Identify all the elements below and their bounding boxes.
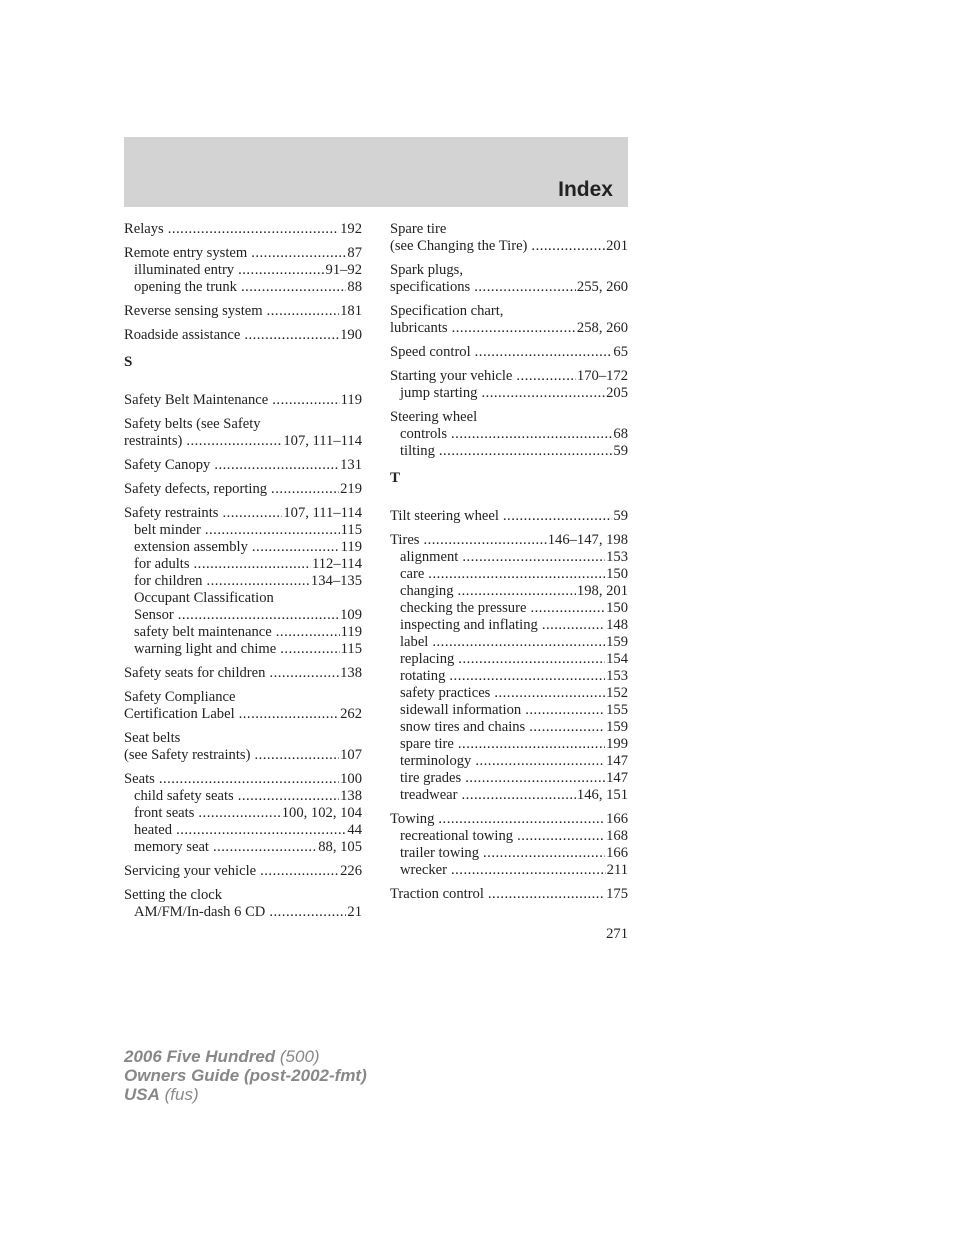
index-entry-line xyxy=(390,368,628,385)
dot-leader xyxy=(517,828,605,845)
dot-leader xyxy=(176,822,346,839)
dot-leader xyxy=(488,886,605,903)
entry-page-ref: 112–114 xyxy=(312,556,362,572)
entry-term: restraints) xyxy=(124,433,183,449)
entry-page-ref: 68 xyxy=(613,426,628,442)
entry-page-ref: 181 xyxy=(340,303,362,319)
dot-leader xyxy=(531,238,605,255)
index-subentry xyxy=(390,600,628,617)
dot-leader xyxy=(516,368,576,385)
index-subentry xyxy=(390,862,628,879)
entry-page-ref: 262 xyxy=(340,706,362,722)
dot-leader xyxy=(529,719,605,736)
entry-page-ref: 154 xyxy=(606,651,628,667)
index-entry-line xyxy=(124,481,362,498)
entry-term: Tilt steering wheel xyxy=(390,508,499,524)
index-subentry xyxy=(124,573,362,590)
index-entry-line xyxy=(124,747,362,764)
index-entry-line xyxy=(124,706,362,723)
footer-market: USA xyxy=(124,1085,160,1104)
entry-term: Spare tire xyxy=(390,221,447,237)
footer-market-code: (fus) xyxy=(159,1085,199,1104)
dot-leader xyxy=(222,505,282,522)
index-subentry xyxy=(390,787,628,804)
index-subentry xyxy=(124,805,362,822)
index-subentry xyxy=(124,279,362,296)
entry-term: Tires xyxy=(390,532,420,548)
footer-model: 2006 Five Hundred xyxy=(124,1047,276,1066)
index-entry-line xyxy=(124,887,362,904)
dot-leader xyxy=(483,845,605,862)
document-footer xyxy=(124,1047,367,1104)
entry-term: tilting xyxy=(400,443,435,459)
dot-leader xyxy=(241,279,346,296)
index-subentry xyxy=(390,753,628,770)
dot-leader xyxy=(458,583,576,600)
entry-term: child safety seats xyxy=(134,788,234,804)
dot-leader xyxy=(239,706,339,723)
entry-term: sidewall information xyxy=(400,702,522,718)
entry-page-ref: 226 xyxy=(340,863,362,879)
index-entry-line xyxy=(124,771,362,788)
index-subentry xyxy=(390,566,628,583)
entry-term: tire grades xyxy=(400,770,462,786)
index-entry-line xyxy=(390,532,628,549)
dot-leader xyxy=(474,279,576,296)
entry-page-ref: 150 xyxy=(606,566,628,582)
index-entry xyxy=(124,245,362,296)
dot-leader xyxy=(525,702,605,719)
entry-term: spare tire xyxy=(400,736,454,752)
entry-page-ref: 201 xyxy=(606,238,628,254)
entry-page-ref: 100 xyxy=(340,771,362,787)
index-entry xyxy=(390,811,628,879)
dot-leader xyxy=(494,685,605,702)
index-entry-line xyxy=(390,811,628,828)
entry-term: Towing xyxy=(390,811,435,827)
index-subentry xyxy=(124,641,362,658)
entry-term: Traction control xyxy=(390,886,484,902)
entry-term: Relays xyxy=(124,221,164,237)
entry-term: wrecker xyxy=(400,862,447,878)
entry-page-ref: 255, 260 xyxy=(576,279,628,295)
dot-leader xyxy=(252,539,340,556)
index-entry-line xyxy=(390,303,628,320)
entry-term: jump starting xyxy=(400,385,478,401)
index-subentry xyxy=(390,702,628,719)
entry-term: belt minder xyxy=(134,522,201,538)
index-entry xyxy=(390,221,628,255)
index-entry xyxy=(124,392,362,409)
index-entry xyxy=(124,505,362,658)
entry-page-ref: 100, 102, 104 xyxy=(281,805,362,821)
dot-leader xyxy=(194,556,311,573)
index-entry-line xyxy=(124,863,362,880)
dot-leader xyxy=(428,566,605,583)
entry-page-ref: 155 xyxy=(606,702,628,718)
entry-term: Setting the clock xyxy=(124,887,223,903)
index-subentry xyxy=(390,583,628,600)
entry-page-ref: 119 xyxy=(340,539,362,555)
index-entry xyxy=(124,327,362,344)
dot-leader xyxy=(542,617,605,634)
index-entry-line xyxy=(124,689,362,706)
dot-leader xyxy=(168,221,339,238)
entry-term: inspecting and inflating xyxy=(400,617,538,633)
index-entry-line xyxy=(124,245,362,262)
dot-leader xyxy=(267,303,339,320)
entry-page-ref: 211 xyxy=(606,862,628,878)
index-subentry xyxy=(390,770,628,787)
entry-page-ref: 115 xyxy=(340,641,362,657)
entry-term: Reverse sensing system xyxy=(124,303,263,319)
dot-leader xyxy=(269,904,346,921)
entry-page-ref: 107, 111–114 xyxy=(283,433,362,449)
entry-page-ref: 138 xyxy=(340,788,362,804)
index-entry xyxy=(124,457,362,474)
entry-page-ref: 107, 111–114 xyxy=(283,505,362,521)
entry-page-ref: 146, 151 xyxy=(576,787,628,803)
entry-page-ref: 153 xyxy=(606,668,628,684)
entry-page-ref: 65 xyxy=(613,344,628,360)
entry-page-ref: 175 xyxy=(606,886,628,902)
dot-leader xyxy=(178,607,339,624)
entry-term: Roadside assistance xyxy=(124,327,241,343)
dot-leader xyxy=(438,811,605,828)
index-entry xyxy=(390,886,628,903)
entry-term: rotating xyxy=(400,668,446,684)
entry-term: opening the trunk xyxy=(134,279,237,295)
entry-page-ref: 147 xyxy=(606,770,628,786)
entry-term: for adults xyxy=(134,556,190,572)
entry-page-ref: 107 xyxy=(340,747,362,763)
index-subentry xyxy=(390,685,628,702)
entry-term: Safety seats for children xyxy=(124,665,266,681)
entry-term: changing xyxy=(400,583,454,599)
entry-term: Remote entry system xyxy=(124,245,248,261)
index-entry-line xyxy=(390,344,628,361)
index-entry xyxy=(124,303,362,320)
entry-term: Seats xyxy=(124,771,155,787)
entry-term: Safety belts (see Safety xyxy=(124,416,261,432)
entry-term: warning light and chime xyxy=(134,641,277,657)
index-entry-line xyxy=(124,392,362,409)
index-subentry xyxy=(390,426,628,443)
dot-leader xyxy=(462,787,576,804)
index-entry-line xyxy=(390,279,628,296)
index-entry xyxy=(390,262,628,296)
index-entry xyxy=(390,368,628,402)
entry-term: terminology xyxy=(400,753,472,769)
index-entry-line xyxy=(390,886,628,903)
index-subentry xyxy=(390,736,628,753)
footer-line-1 xyxy=(124,1047,367,1066)
index-entry xyxy=(390,344,628,361)
dot-leader xyxy=(475,344,613,361)
entry-term: Seat belts xyxy=(124,730,181,746)
entry-page-ref: 134–135 xyxy=(310,573,362,589)
entry-term: specifications xyxy=(390,279,471,295)
entry-page-ref: 168 xyxy=(606,828,628,844)
dot-leader xyxy=(452,320,576,337)
entry-page-ref: 150 xyxy=(606,600,628,616)
dot-leader xyxy=(269,665,339,682)
dot-leader xyxy=(451,426,612,443)
index-column-left xyxy=(124,221,362,928)
entry-page-ref: 170–172 xyxy=(576,368,628,384)
entry-term: (see Changing the Tire) xyxy=(390,238,528,254)
entry-term: Safety Belt Maintenance xyxy=(124,392,269,408)
index-entry-line xyxy=(390,508,628,525)
entry-page-ref: 198, 201 xyxy=(576,583,628,599)
entry-page-ref: 219 xyxy=(340,481,362,497)
index-subentry xyxy=(390,719,628,736)
index-entry xyxy=(124,887,362,921)
dot-leader xyxy=(449,668,605,685)
index-subentry xyxy=(390,651,628,668)
dot-leader xyxy=(475,753,605,770)
entry-term: illuminated entry xyxy=(134,262,235,278)
dot-leader xyxy=(251,245,346,262)
dot-leader xyxy=(462,549,605,566)
entry-term: controls xyxy=(400,426,448,442)
entry-term: Starting your vehicle xyxy=(390,368,513,384)
index-entry-line xyxy=(390,409,628,426)
index-subentry xyxy=(390,668,628,685)
index-subentry xyxy=(124,904,362,921)
index-subentry xyxy=(124,556,362,573)
entry-page-ref: 115 xyxy=(340,522,362,538)
index-subentry xyxy=(124,822,362,839)
entry-page-ref: 91–92 xyxy=(325,262,362,278)
index-entry xyxy=(124,481,362,498)
index-subentry xyxy=(124,839,362,856)
entry-term: safety belt maintenance xyxy=(134,624,272,640)
entry-page-ref: 166 xyxy=(606,845,628,861)
index-entry-line xyxy=(124,303,362,320)
entry-term: front seats xyxy=(134,805,195,821)
dot-leader xyxy=(244,327,339,344)
entry-page-ref: 205 xyxy=(606,385,628,401)
index-entry-line xyxy=(124,457,362,474)
index-subentry xyxy=(124,624,362,641)
page-number: 271 xyxy=(606,926,628,942)
entry-page-ref: 131 xyxy=(340,457,362,473)
section-letter: S xyxy=(124,354,133,370)
entry-page-ref: 153 xyxy=(606,549,628,565)
index-entry xyxy=(124,863,362,880)
dot-leader xyxy=(238,262,324,279)
index-subentry xyxy=(124,522,362,539)
entry-term: memory seat xyxy=(134,839,209,855)
entry-term: Safety restraints xyxy=(124,505,219,521)
index-entry xyxy=(124,665,362,682)
dot-leader xyxy=(276,624,340,641)
entry-page-ref: 258, 260 xyxy=(576,320,628,336)
entry-page-ref: 159 xyxy=(606,719,628,735)
entry-page-ref: 109 xyxy=(340,607,362,623)
entry-page-ref: 146–147, 198 xyxy=(547,532,628,548)
index-entry-line xyxy=(390,320,628,337)
dot-leader xyxy=(451,862,606,879)
entry-term: Specification chart, xyxy=(390,303,504,319)
index-entry xyxy=(390,303,628,337)
entry-term: trailer towing xyxy=(400,845,480,861)
index-subentry xyxy=(124,607,362,624)
entry-term: care xyxy=(400,566,425,582)
entry-page-ref: 192 xyxy=(340,221,362,237)
dot-leader xyxy=(260,863,339,880)
dot-leader xyxy=(198,805,280,822)
entry-page-ref: 119 xyxy=(340,624,362,640)
index-column-right xyxy=(390,221,628,910)
dot-leader xyxy=(458,736,605,753)
entry-term: (see Safety restraints) xyxy=(124,747,251,763)
entry-term: checking the pressure xyxy=(400,600,527,616)
index-subentry xyxy=(124,590,362,607)
entry-term: Sensor xyxy=(134,607,174,623)
footer-guide: Owners Guide (post-2002-fmt) xyxy=(124,1066,367,1085)
entry-page-ref: 152 xyxy=(606,685,628,701)
entry-page-ref: 88, 105 xyxy=(318,839,362,855)
footer-model-code: (500) xyxy=(275,1047,320,1066)
entry-term: for children xyxy=(134,573,203,589)
index-subentry xyxy=(390,385,628,402)
entry-page-ref: 199 xyxy=(606,736,628,752)
entry-term: lubricants xyxy=(390,320,448,336)
index-entry-line xyxy=(124,730,362,747)
entry-term: Certification Label xyxy=(124,706,235,722)
index-entry-line xyxy=(124,416,362,433)
dot-leader xyxy=(432,634,605,651)
entry-page-ref: 44 xyxy=(347,822,362,838)
index-entry-line xyxy=(124,505,362,522)
index-subentry xyxy=(390,617,628,634)
index-entry xyxy=(124,416,362,450)
dot-leader xyxy=(272,392,339,409)
entry-term: label xyxy=(400,634,429,650)
entry-term: safety practices xyxy=(400,685,491,701)
entry-term: alignment xyxy=(400,549,459,565)
dot-leader xyxy=(458,651,605,668)
entry-term: Spark plugs, xyxy=(390,262,463,278)
dot-leader xyxy=(238,788,339,805)
index-subentry xyxy=(390,828,628,845)
entry-term: extension assembly xyxy=(134,539,248,555)
entry-term: replacing xyxy=(400,651,455,667)
index-entry xyxy=(124,689,362,723)
index-entry xyxy=(390,508,628,525)
entry-page-ref: 119 xyxy=(340,392,362,408)
index-entry-line xyxy=(124,327,362,344)
dot-leader xyxy=(206,573,309,590)
footer-line-2 xyxy=(124,1066,367,1085)
index-subentry xyxy=(390,845,628,862)
index-subentry xyxy=(390,443,628,460)
entry-term: Safety Compliance xyxy=(124,689,236,705)
header-band xyxy=(124,137,628,207)
dot-leader xyxy=(481,385,605,402)
index-entry-line xyxy=(124,221,362,238)
entry-term: Speed control xyxy=(390,344,471,360)
index-subentry xyxy=(124,788,362,805)
entry-page-ref: 59 xyxy=(613,443,628,459)
entry-page-ref: 190 xyxy=(340,327,362,343)
dot-leader xyxy=(213,839,317,856)
dot-leader xyxy=(280,641,339,658)
entry-page-ref: 166 xyxy=(606,811,628,827)
dot-leader xyxy=(159,771,339,788)
entry-term: recreational towing xyxy=(400,828,514,844)
entry-page-ref: 159 xyxy=(606,634,628,650)
entry-page-ref: 88 xyxy=(347,279,362,295)
index-subentry xyxy=(390,549,628,566)
entry-page-ref: 147 xyxy=(606,753,628,769)
entry-page-ref: 138 xyxy=(340,665,362,681)
entry-term: snow tires and chains xyxy=(400,719,526,735)
page-title: Index xyxy=(558,178,613,201)
entry-page-ref: 148 xyxy=(606,617,628,633)
footer-line-3 xyxy=(124,1085,367,1104)
index-entry-line xyxy=(390,262,628,279)
entry-term: Occupant Classification xyxy=(134,590,274,606)
entry-page-ref: 21 xyxy=(347,904,362,920)
index-subentry xyxy=(124,539,362,556)
index-entry-line xyxy=(124,665,362,682)
entry-term: heated xyxy=(134,822,173,838)
dot-leader xyxy=(271,481,339,498)
entry-term: AM/FM/In-dash 6 CD xyxy=(134,904,266,920)
dot-leader xyxy=(205,522,340,539)
entry-page-ref: 59 xyxy=(613,508,628,524)
entry-term: treadwear xyxy=(400,787,458,803)
index-entry xyxy=(390,532,628,804)
entry-term: Servicing your vehicle xyxy=(124,863,257,879)
dot-leader xyxy=(423,532,546,549)
index-entry xyxy=(390,409,628,460)
section-letter: T xyxy=(390,470,401,486)
index-entry xyxy=(124,221,362,238)
dot-leader xyxy=(214,457,339,474)
index-entry xyxy=(124,771,362,856)
dot-leader xyxy=(530,600,605,617)
dot-leader xyxy=(465,770,605,787)
entry-term: Safety Canopy xyxy=(124,457,211,473)
dot-leader xyxy=(186,433,282,450)
entry-term: Safety defects, reporting xyxy=(124,481,268,497)
index-entry xyxy=(124,730,362,764)
index-entry-line xyxy=(124,433,362,450)
index-entry-line xyxy=(390,238,628,255)
dot-leader xyxy=(439,443,613,460)
dot-leader xyxy=(503,508,613,525)
index-subentry xyxy=(390,634,628,651)
index-subentry xyxy=(124,262,362,279)
entry-page-ref: 87 xyxy=(347,245,362,261)
index-entry-line xyxy=(390,221,628,238)
dot-leader xyxy=(254,747,339,764)
entry-term: Steering wheel xyxy=(390,409,478,425)
